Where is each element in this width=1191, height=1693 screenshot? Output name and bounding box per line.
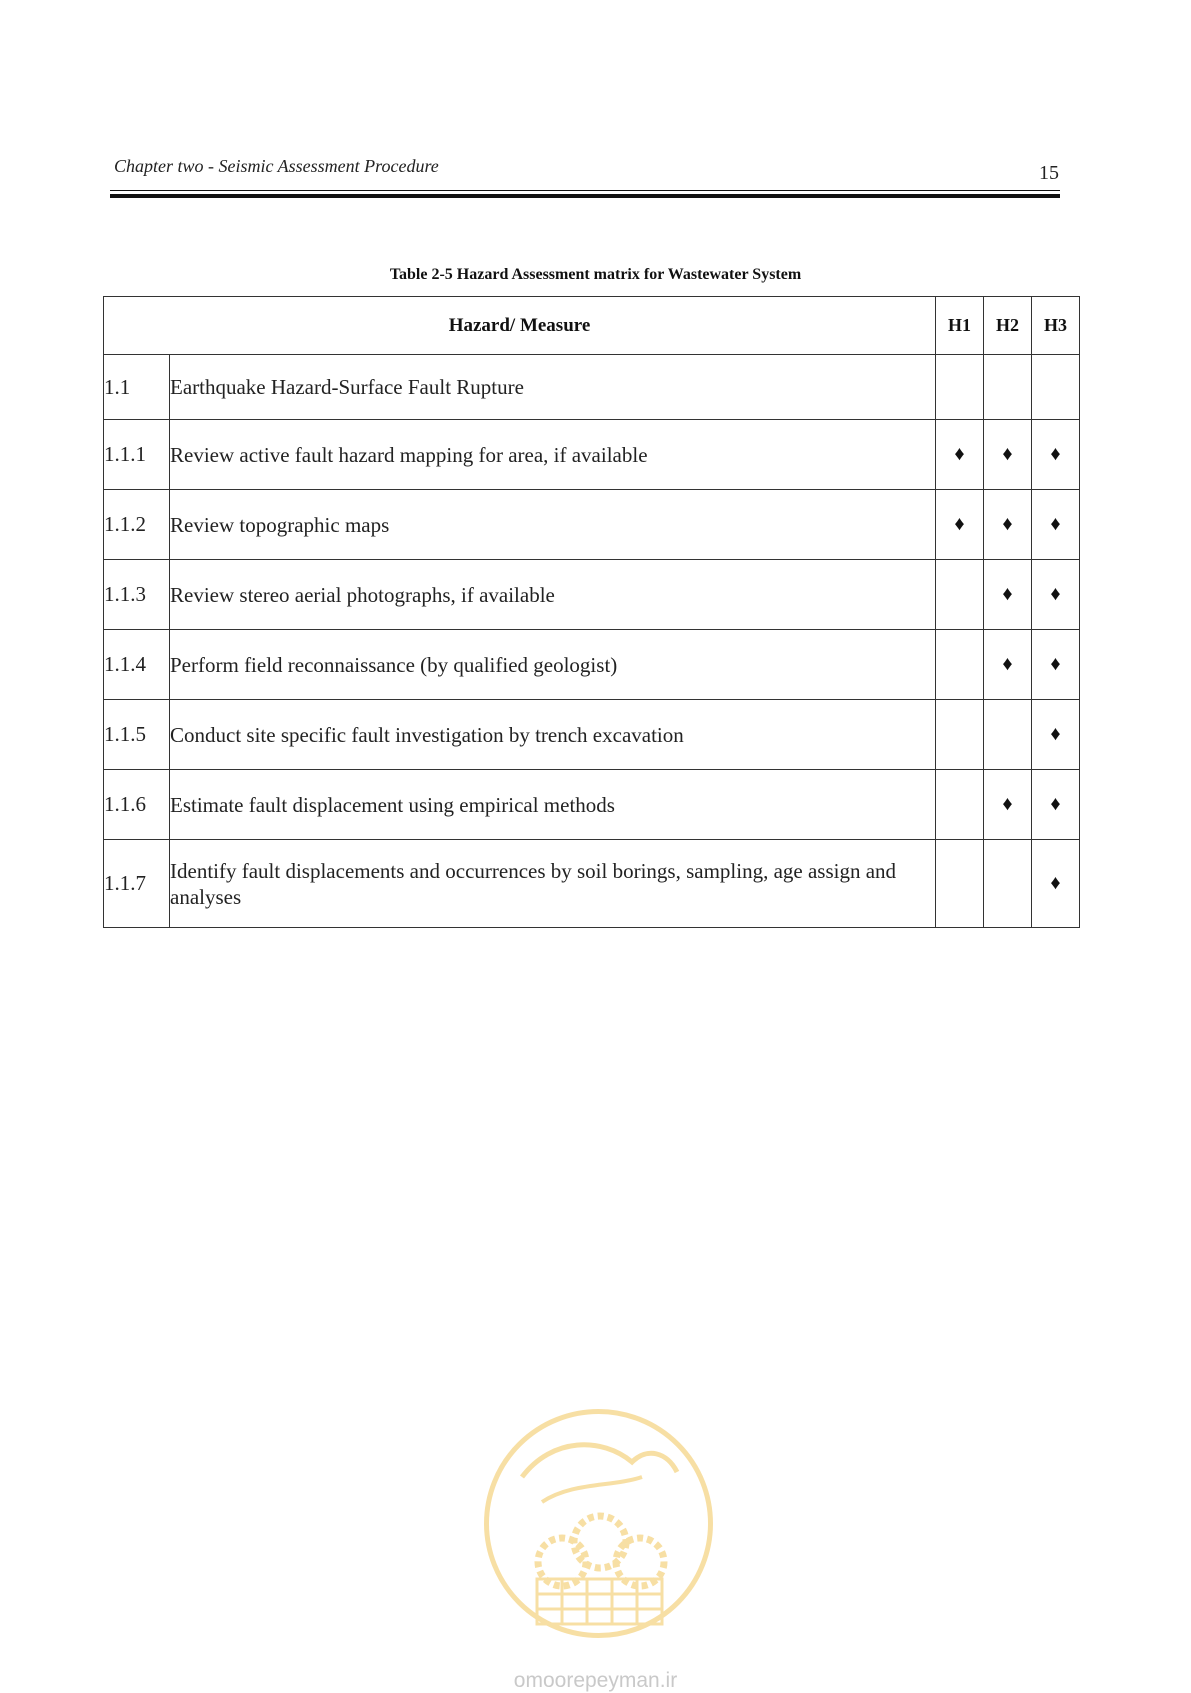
row-h1-mark — [936, 355, 984, 420]
row-h2-mark: ♦ — [984, 420, 1032, 490]
watermark-url: omoorepeyman.ir — [513, 1669, 678, 1692]
table-row — [104, 630, 1080, 700]
row-h3-mark: ♦ — [1032, 560, 1080, 630]
row-h3-mark: ♦ — [1032, 700, 1080, 770]
header-hazard-measure: Hazard/ Measure — [104, 297, 936, 355]
page-number: 15 — [1039, 162, 1059, 184]
omoorepeyman-logo-icon — [482, 1407, 715, 1640]
row-measure: Earthquake Hazard-Surface Fault Rupture — [170, 355, 936, 420]
row-number: 1.1.6 — [104, 770, 170, 840]
header-h1: H1 — [936, 297, 984, 355]
table-row — [104, 700, 1080, 770]
row-number: 1.1.7 — [104, 840, 170, 928]
table-row — [104, 560, 1080, 630]
row-measure: Review stereo aerial photographs, if available — [170, 560, 936, 630]
row-h3-mark: ♦ — [1032, 770, 1080, 840]
row-measure: Conduct site specific fault investigation by trench excavation — [170, 700, 936, 770]
row-h3-mark: ♦ — [1032, 630, 1080, 700]
row-number: 1.1.5 — [104, 700, 170, 770]
row-h1-mark: ♦ — [936, 490, 984, 560]
row-h2-mark: ♦ — [984, 770, 1032, 840]
header-rule-thin — [110, 190, 1060, 191]
table-row — [104, 420, 1080, 490]
row-number: 1.1.3 — [104, 560, 170, 630]
row-h1-mark — [936, 630, 984, 700]
row-h2-mark — [984, 700, 1032, 770]
table-row — [104, 840, 1080, 928]
row-h2-mark: ♦ — [984, 490, 1032, 560]
row-number: 1.1 — [104, 355, 170, 420]
row-measure: Review active fault hazard mapping for area, if available — [170, 420, 936, 490]
row-number: 1.1.4 — [104, 630, 170, 700]
row-h2-mark — [984, 840, 1032, 928]
table-row — [104, 355, 1080, 420]
table-header-row — [104, 297, 1080, 355]
row-number: 1.1.2 — [104, 490, 170, 560]
row-measure: Perform field reconnaissance (by qualified geologist) — [170, 630, 936, 700]
row-h3-mark: ♦ — [1032, 420, 1080, 490]
row-h2-mark: ♦ — [984, 560, 1032, 630]
row-measure: Review topographic maps — [170, 490, 936, 560]
table-caption: Table 2-5 Hazard Assessment matrix for Wastewater System — [389, 266, 802, 283]
row-h1-mark — [936, 700, 984, 770]
row-h3-mark: ♦ — [1032, 840, 1080, 928]
row-h1-mark — [936, 840, 984, 928]
row-number: 1.1.1 — [104, 420, 170, 490]
row-h1-mark: ♦ — [936, 420, 984, 490]
row-h2-mark — [984, 355, 1032, 420]
row-h1-mark — [936, 770, 984, 840]
table-row — [104, 770, 1080, 840]
row-h1-mark — [936, 560, 984, 630]
header-h3: H3 — [1032, 297, 1080, 355]
hazard-assessment-table — [103, 296, 1080, 928]
row-measure: Estimate fault displacement using empirical methods — [170, 770, 936, 840]
row-h2-mark: ♦ — [984, 630, 1032, 700]
running-header-title: Chapter two - Seismic Assessment Procedure — [114, 156, 439, 176]
row-measure: Identify fault displacements and occurrences by soil borings, sampling, age assign and analyses — [170, 840, 936, 928]
header-h2: H2 — [984, 297, 1032, 355]
row-h3-mark: ♦ — [1032, 490, 1080, 560]
table-row — [104, 490, 1080, 560]
header-rule-thick — [110, 194, 1060, 198]
row-h3-mark — [1032, 355, 1080, 420]
